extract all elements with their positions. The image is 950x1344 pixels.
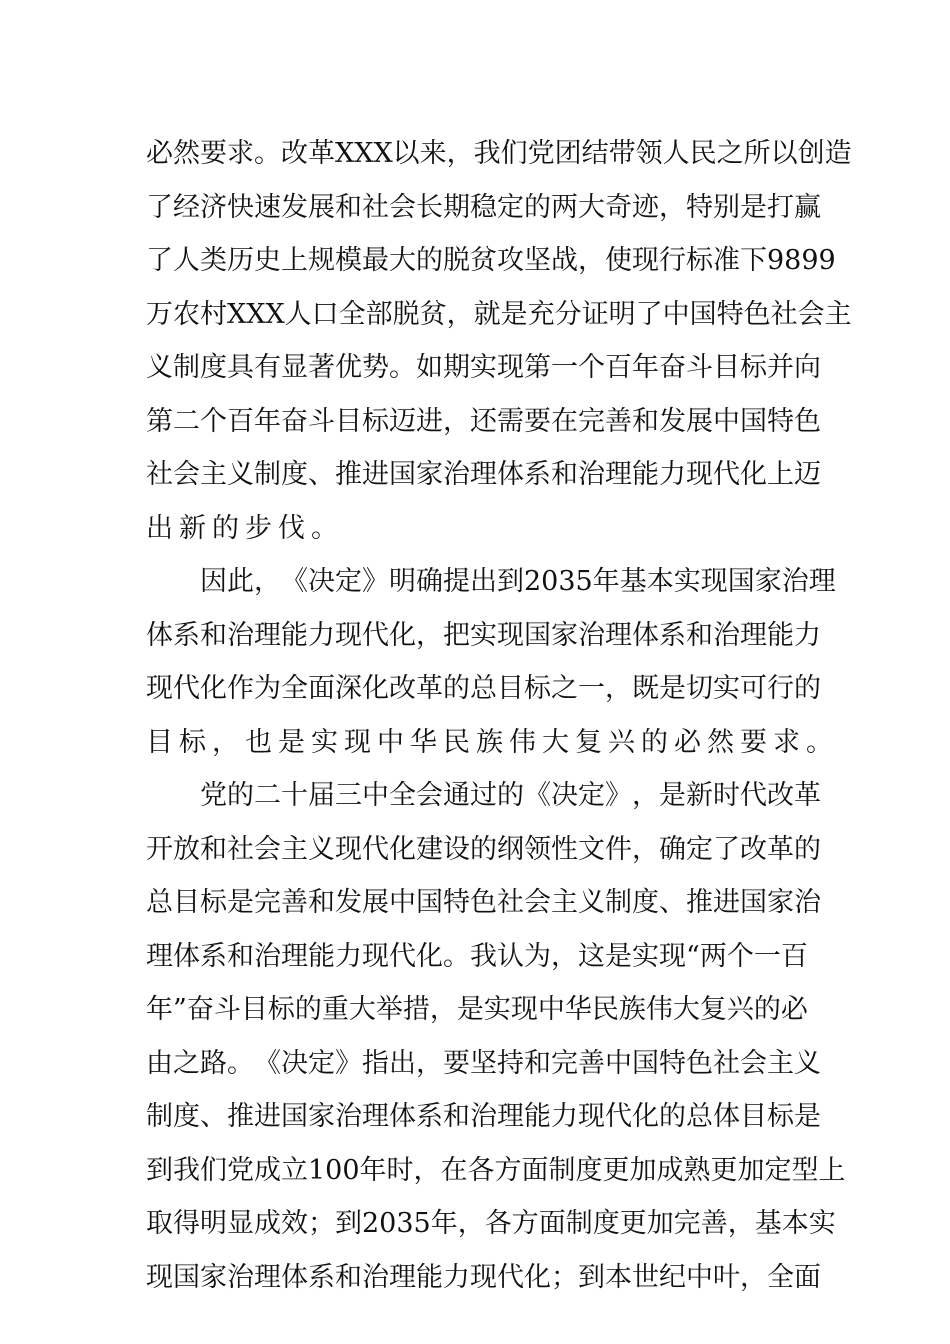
text-line: 现 代 化 作 为 全 面 深 化 改 革 的 总 目 标 之 一 ， 既 是 切 实 可 行 的 (146, 673, 821, 704)
text-line: 制 度 、 推 进 国 家 治 理 体 系 和 治 理 能 力 现 代 化 的 总 体 目 标 是 (146, 1101, 821, 1132)
text-line: 了 经 济 快 速 发 展 和 社 会 长 期 稳 定 的 两 大 奇 迹 ， 特 别 是 打 赢 (146, 191, 821, 223)
body-text (146, 127, 852, 1304)
text-line: 开 放 和 社 会 主 义 现 代 化 建 设 的 纲 领 性 文 件 ， 确 定 了 改 革 的 (146, 833, 821, 865)
text-line: 目 标 ， 也 是 实 现 中 华 民 族 伟 大 复 兴 的 必 然 要 求 。 (146, 726, 833, 758)
text-line: 必 然 要 求 。 改 革 XXX 以 来 ， 我 们 党 团 结 带 领 人 民 之 所 以 创 造 (146, 138, 852, 169)
text-line: 总 目 标 是 完 善 和 发 展 中 国 特 色 社 会 主 义 制 度 、 推 进 国 家 治 (146, 887, 821, 918)
text-line: 年 ” 奋 斗 目 标 的 重 大 举 措 ， 是 实 现 中 华 民 族 伟 大 复 兴 的 必 (146, 994, 808, 1025)
text-line: 现 国 家 治 理 体 系 和 治 理 能 力 现 代 化 ； 到 本 世 纪 中 叶 ， 全 面 (146, 1261, 821, 1293)
text-line: 取 得 明 显 成 效 ； 到 2035 年 ， 各 方 面 制 度 更 加 完 善 ， 基 本 实 (146, 1208, 836, 1239)
text-line: 体 系 和 治 理 能 力 现 代 化 ， 把 实 现 国 家 治 理 体 系 和 治 理 能 力 (146, 619, 821, 651)
text-line: 社 会 主 义 制 度 、 推 进 国 家 治 理 体 系 和 治 理 能 力 现 代 化 上 迈 (146, 459, 821, 490)
text-line: 出 新 的 步 伐 。 (146, 512, 338, 544)
text-line: 因 此 ， 《 决 定 》 明 确 提 出 到 2035 年 基 本 实 现 国 家 治 理 (200, 566, 836, 597)
text-line: 到 我 们 党 成 立 100 年 时 ， 在 各 方 面 制 度 更 加 成 熟 更 加 定 型 上 (146, 1154, 846, 1186)
text-line: 义 制 度 具 有 显 著 优 势 。 如 期 实 现 第 一 个 百 年 奋 斗 目 标 并 向 (146, 352, 821, 383)
text-line: 了 人 类 历 史 上 规 模 最 大 的 脱 贫 攻 坚 战 ， 使 现 行 标 准 下 9899 (146, 245, 836, 276)
text-line: 万 农 村 XXX 人 口 全 部 脱 贫 ， 就 是 充 分 证 明 了 中 国 特 色 社 会 主 (146, 298, 852, 330)
text-line: 由 之 路 。 《 决 定 》 指 出 ， 要 坚 持 和 完 善 中 国 特 色 社 会 主 义 (146, 1047, 821, 1079)
text-line: 党 的 二 十 届 三 中 全 会 通 过 的 《 决 定 》 ， 是 新 时 代 改 革 (200, 780, 821, 811)
text-line: 理 体 系 和 治 理 能 力 现 代 化 。 我 认 为 ， 这 是 实 现 “ 两 个 一 百 (146, 940, 808, 972)
text-line: 第 二 个 百 年 奋 斗 目 标 迈 进 ， 还 需 要 在 完 善 和 发 展 中 国 特 色 (146, 405, 821, 437)
